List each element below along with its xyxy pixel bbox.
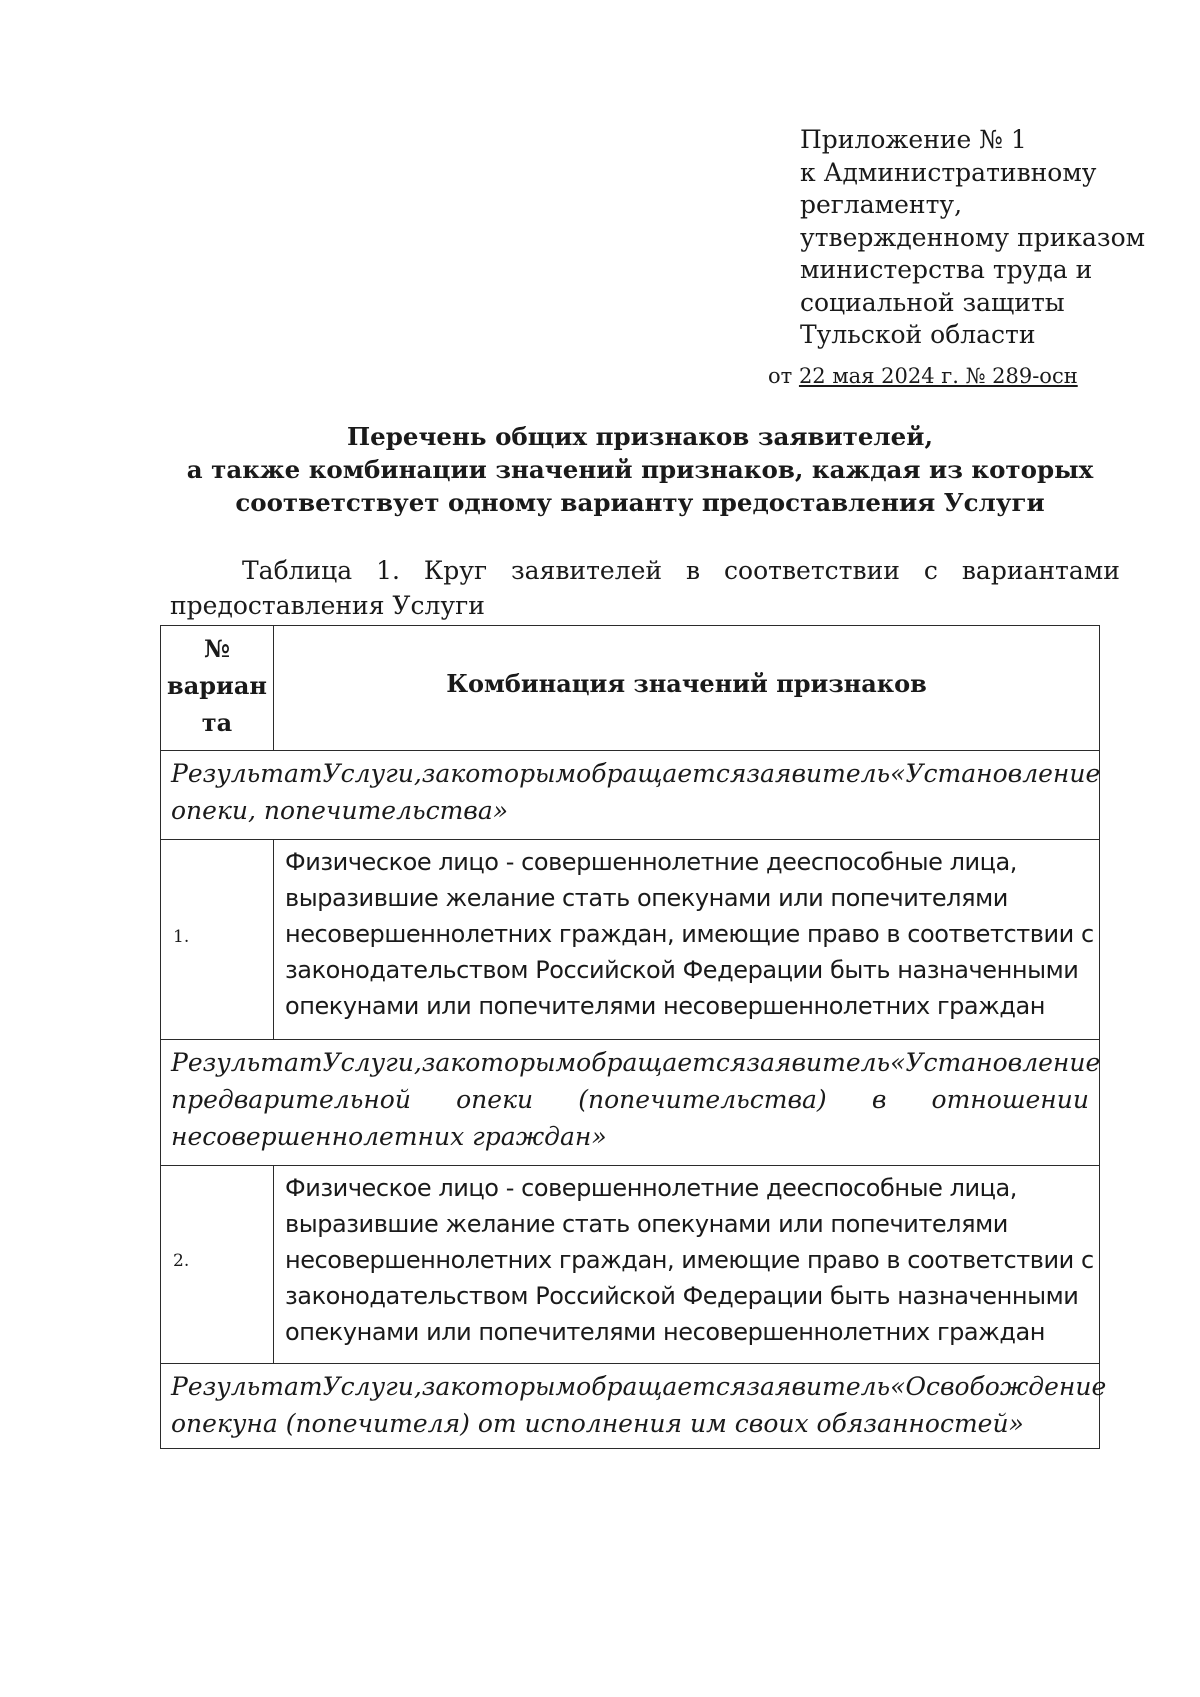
variant-number: 2. (173, 1251, 190, 1271)
result-word: «Установление (890, 759, 1101, 788)
appendix-line: регламенту, (800, 190, 963, 219)
variant-line: опекунами или попечителями несовершеннолетних граждан (285, 992, 1045, 1020)
variant-line: опекунами или попечителями несовершеннолетних граждан (285, 1318, 1045, 1346)
result-word: которым (450, 1372, 577, 1401)
result-word: «Установление (890, 1048, 1101, 1077)
result-line (171, 1081, 1089, 1118)
variant-number-cell (161, 1166, 274, 1363)
result-line (171, 1044, 1101, 1081)
result-word: которым (450, 759, 577, 788)
result-word: заявитель (746, 1048, 891, 1077)
variant-line: Физическое лицо - совершеннолетние дееспособные лица, (285, 1174, 1017, 1202)
result-word: опеки (456, 1085, 534, 1114)
caption-word: с (923, 556, 938, 585)
variant-line: законодательством Российской Федерации быть назначенными (285, 956, 1079, 984)
result-word: обращается (576, 1372, 747, 1401)
result-word: за (421, 1372, 451, 1401)
result-word: (попечительства) (578, 1085, 827, 1114)
caption-line (170, 553, 1120, 588)
header-cell-number (161, 626, 274, 750)
variant-line: выразившие желание стать опекунами или попечителями (285, 884, 1008, 912)
result-word: Услуги, (322, 1048, 422, 1077)
variant-number-cell (161, 840, 274, 1039)
result-word: за (421, 1048, 451, 1077)
title-line: Перечень общих признаков заявителей, (347, 422, 933, 451)
result-word: в (871, 1085, 887, 1114)
header-number-line: та (201, 708, 233, 737)
order-date-value: 22 мая 2024 г. № 289-осн (798, 364, 1078, 388)
caption-word: 1. (376, 556, 400, 585)
result-word: Результат (171, 759, 323, 788)
result-word: Результат (171, 1372, 323, 1401)
header-cell-combination (274, 626, 1099, 750)
variant-line: законодательством Российской Федерации быть назначенными (285, 1282, 1079, 1310)
result-word: Результат (171, 1048, 323, 1077)
result-row (161, 1364, 1107, 1448)
result-word: отношении (931, 1085, 1089, 1114)
caption-line: предоставления Услуги (170, 591, 485, 620)
applicants-table (160, 625, 1107, 1449)
table-header-row (161, 626, 1099, 751)
result-word: заявитель (746, 759, 891, 788)
result-word: предварительной (171, 1085, 411, 1114)
variant-line: несовершеннолетних граждан, имеющие право в соответствии с (285, 1246, 1094, 1274)
variant-line: Физическое лицо - совершеннолетние дееспособные лица, (285, 848, 1017, 876)
result-row (161, 1040, 1099, 1166)
variant-row (161, 1166, 1099, 1364)
result-word: «Освобождение (890, 1372, 1107, 1401)
header-number-line: вариан (167, 671, 267, 700)
result-word: Услуги, (322, 759, 422, 788)
result-line: несовершеннолетних граждан» (171, 1122, 607, 1151)
result-word: обращается (576, 1048, 747, 1077)
result-word: обращается (576, 759, 747, 788)
appendix-line: социальной защиты (800, 287, 1065, 317)
order-date-line (768, 360, 1078, 393)
title-line: соответствует одному варианту предоставления Услуги (235, 488, 1045, 517)
appendix-line: Тульской области (800, 320, 1036, 349)
appendix-line: к Административному (800, 157, 1097, 187)
result-word: которым (450, 1048, 577, 1077)
header-combination-label: Комбинация значений признаков (446, 669, 927, 698)
appendix-line: утвержденному приказом (800, 222, 1146, 252)
caption-word: соответствии (724, 556, 900, 585)
variant-description-cell (274, 1166, 1099, 1363)
result-line (171, 1368, 1107, 1405)
table-caption (170, 553, 1120, 623)
result-word: Услуги, (322, 1372, 422, 1401)
header-number-line: № (203, 634, 231, 663)
title-line: а также комбинации значений признаков, каждая из которых (186, 455, 1094, 484)
caption-word: заявителей (511, 556, 663, 585)
result-line (171, 755, 1101, 792)
document-title (160, 420, 1120, 519)
variant-row (161, 840, 1099, 1040)
caption-word: Таблица (242, 556, 353, 585)
result-word: заявитель (746, 1372, 891, 1401)
result-line: опеки, попечительства» (171, 796, 509, 825)
appendix-block (768, 124, 1180, 388)
variant-line: несовершеннолетних граждан, имеющие право в соответствии с (285, 920, 1094, 948)
caption-word: вариантами (961, 556, 1120, 585)
caption-word: в (686, 556, 701, 585)
result-word: за (421, 759, 451, 788)
result-row (161, 751, 1099, 840)
variant-line: выразившие желание стать опекунами или попечителями (285, 1210, 1008, 1238)
appendix-line: Приложение № 1 (800, 125, 1027, 154)
variant-description-cell (274, 840, 1099, 1039)
variant-number: 1. (173, 927, 190, 947)
result-line: опекуна (попечителя) от исполнения им своих обязанностей» (171, 1409, 1024, 1438)
appendix-line: министерства труда и (800, 255, 1093, 284)
caption-word: Круг (423, 556, 488, 585)
order-date-prefix: от (768, 364, 799, 388)
